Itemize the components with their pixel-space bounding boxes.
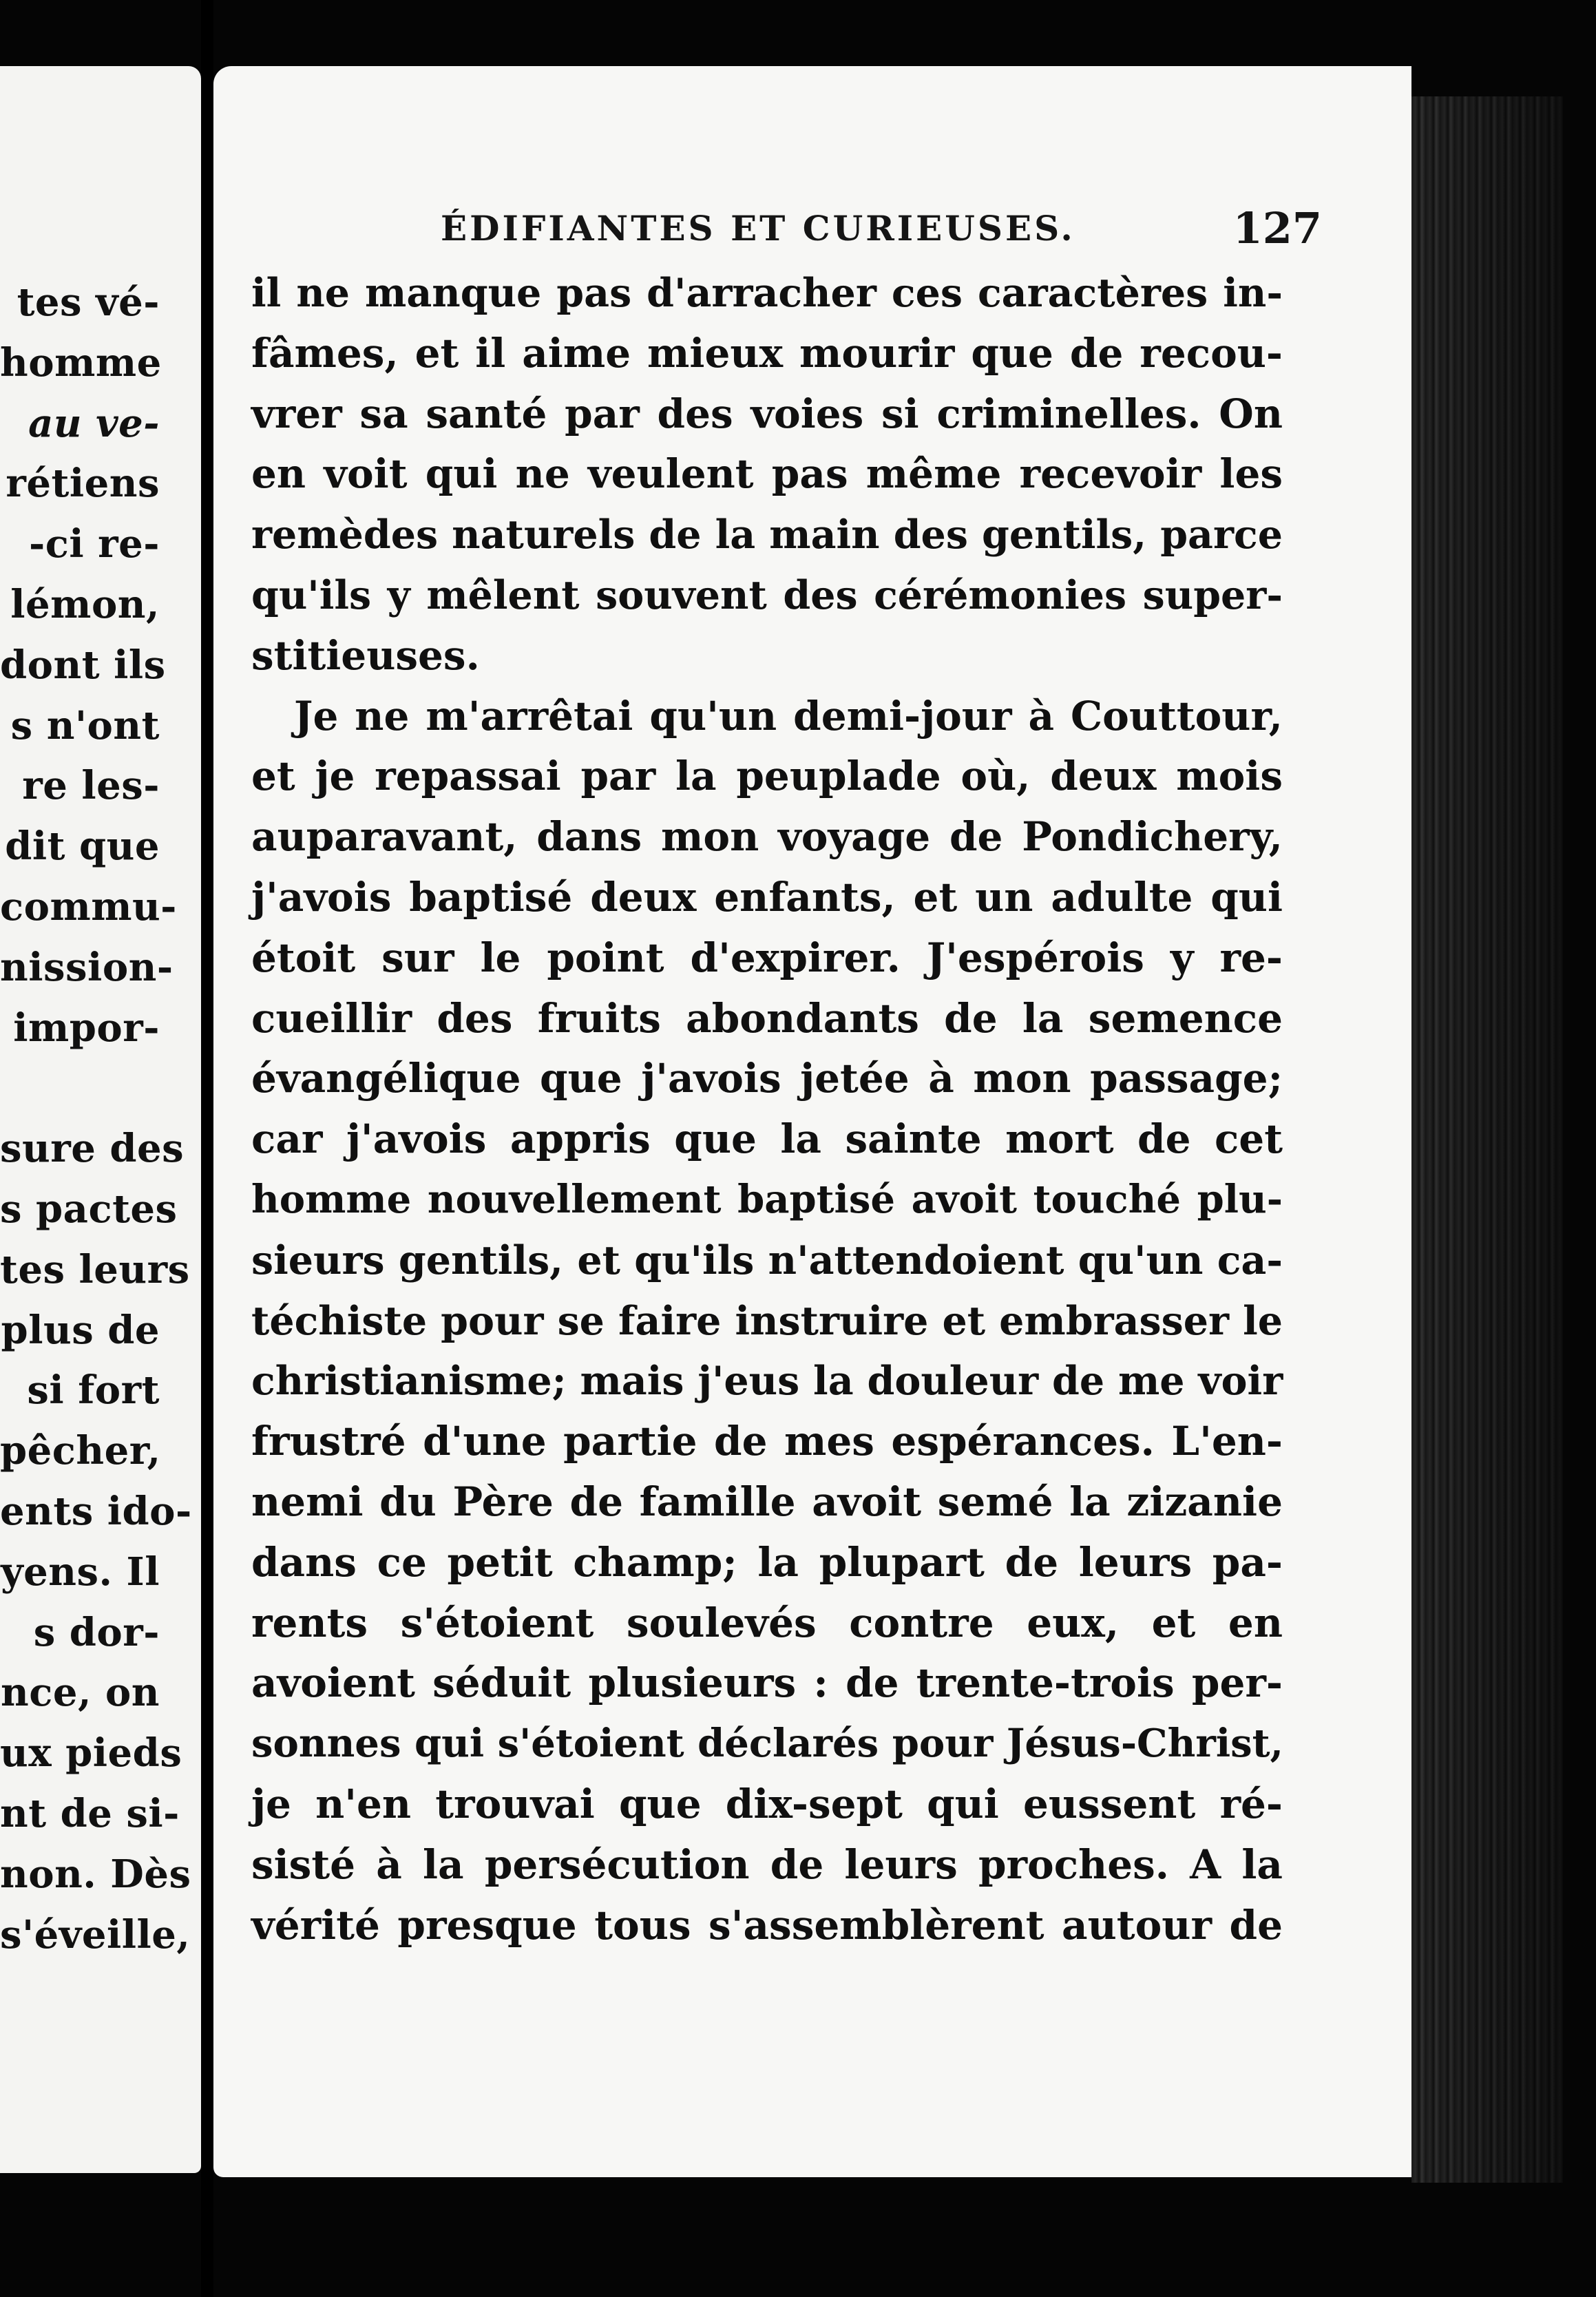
text-line: remèdes naturels de la main des gentils, parce [251,512,1283,558]
facing-page-line: si fort [27,1367,160,1414]
text-line: avoient séduit plusieurs : de trente-trois per- [251,1659,1283,1707]
facing-page-line: dit que [5,824,160,870]
facing-page-line: sure des [0,1126,185,1172]
text-line: fâmes, et il aime mieux mourir que de recou- [251,329,1283,377]
text-line: cueillir des fruits abondants de la semence [251,994,1283,1042]
text-line: vrer sa santé par des voies si criminelles. On [251,390,1283,437]
text-line: téchiste pour se faire instruire et embrasser le [251,1297,1283,1344]
text-line: j'avois baptisé deux enfants, et un adulte qui [251,873,1283,921]
text-line: homme nouvellement baptisé avoit touché plu- [251,1176,1283,1222]
text-line: nemi du Père de famille avoit semé la zizanie [251,1478,1283,1525]
facing-page-line: lémon, [10,581,160,627]
text-line: et je repassai par la peuplade où, deux mois [251,753,1283,800]
text-line: auparavant, dans mon voyage de Pondichery, [251,813,1283,861]
text-line: christianisme; mais j'eus la douleur de me voir [251,1358,1283,1405]
text-line: étoit sur le point d'expirer. J'espérois y re- [251,934,1283,981]
text-line: vérité presque tous s'assemblèrent autour de [251,1901,1283,1949]
text-line: en voit qui ne veulent pas même recevoir les [251,450,1283,498]
facing-page-line: ents ido- [0,1488,192,1534]
facing-page-line: nt de si- [0,1790,180,1836]
facing-page-line: homme [0,339,162,386]
text-line: frustré d'une partie de mes espérances. L'en- [251,1418,1283,1465]
facing-page-line [0,1058,201,1119]
facing-page-line: s pactes [0,1186,178,1232]
text-line: Je ne m'arrêtai qu'un demi-jour à Couttour, [294,692,1283,740]
facing-page-line: pêcher, [0,1428,161,1474]
facing-page-line: impor- [13,1005,160,1051]
facing-page-line: re les- [22,763,160,809]
page-body-text [251,263,1283,1955]
text-line: sieurs gentils, et qu'ils n'attendoient qu'un ca- [251,1237,1283,1283]
facing-page-line: tes leurs [0,1246,190,1292]
running-title: ÉDIFIANTES ET CURIEUSES. [441,208,1075,249]
facing-page-line: s'éveille, [0,1911,191,1958]
facing-page-line: nce, on [1,1670,160,1716]
facing-page-line: commu- [0,883,177,930]
facing-page-text [0,273,201,1965]
main-page [213,66,1411,2177]
text-line: je n'en trouvai que dix-sept qui eussent ré- [251,1780,1283,1827]
facing-page-line: yens. Il [1,1549,160,1595]
facing-page-line: -ci re- [29,521,160,567]
page-edge-shadow [1411,96,1563,2183]
text-line: dans ce petit champ; la plupart de leurs pa- [251,1538,1283,1586]
text-line: rents s'étoient soulevés contre eux, et en [251,1599,1283,1646]
facing-page-line: dont ils [0,642,166,688]
text-line: il ne manque pas d'arracher ces caractères in- [251,270,1283,316]
text-line: stitieuses. [251,631,480,679]
book-gutter [201,0,213,2297]
facing-page-line: plus de [1,1307,160,1353]
facing-page-line: ux pieds [0,1730,182,1776]
facing-page-line: s dor- [33,1609,160,1655]
page-number: 127 [1232,203,1322,253]
text-line: sonnes qui s'étoient déclarés pour Jésus-Christ, [251,1721,1284,1767]
facing-page-line: au ve- [28,400,160,446]
facing-page-line: rétiens [6,461,160,507]
facing-page-line: non. Dès [0,1851,191,1897]
facing-page-fragment [0,66,201,2173]
running-head [441,194,1336,263]
text-line: évangélique que j'avois jetée à mon passage; [251,1055,1283,1102]
text-line: sisté à la persécution de leurs proches. A la [251,1840,1283,1888]
text-line: qu'ils y mêlent souvent des cérémonies super- [251,571,1283,618]
facing-page-line: nission- [0,944,174,990]
facing-page-line: s n'ont [10,702,160,748]
facing-page-line: tes vé- [17,280,160,325]
text-line: car j'avois appris que la sainte mort de cet [251,1115,1283,1163]
